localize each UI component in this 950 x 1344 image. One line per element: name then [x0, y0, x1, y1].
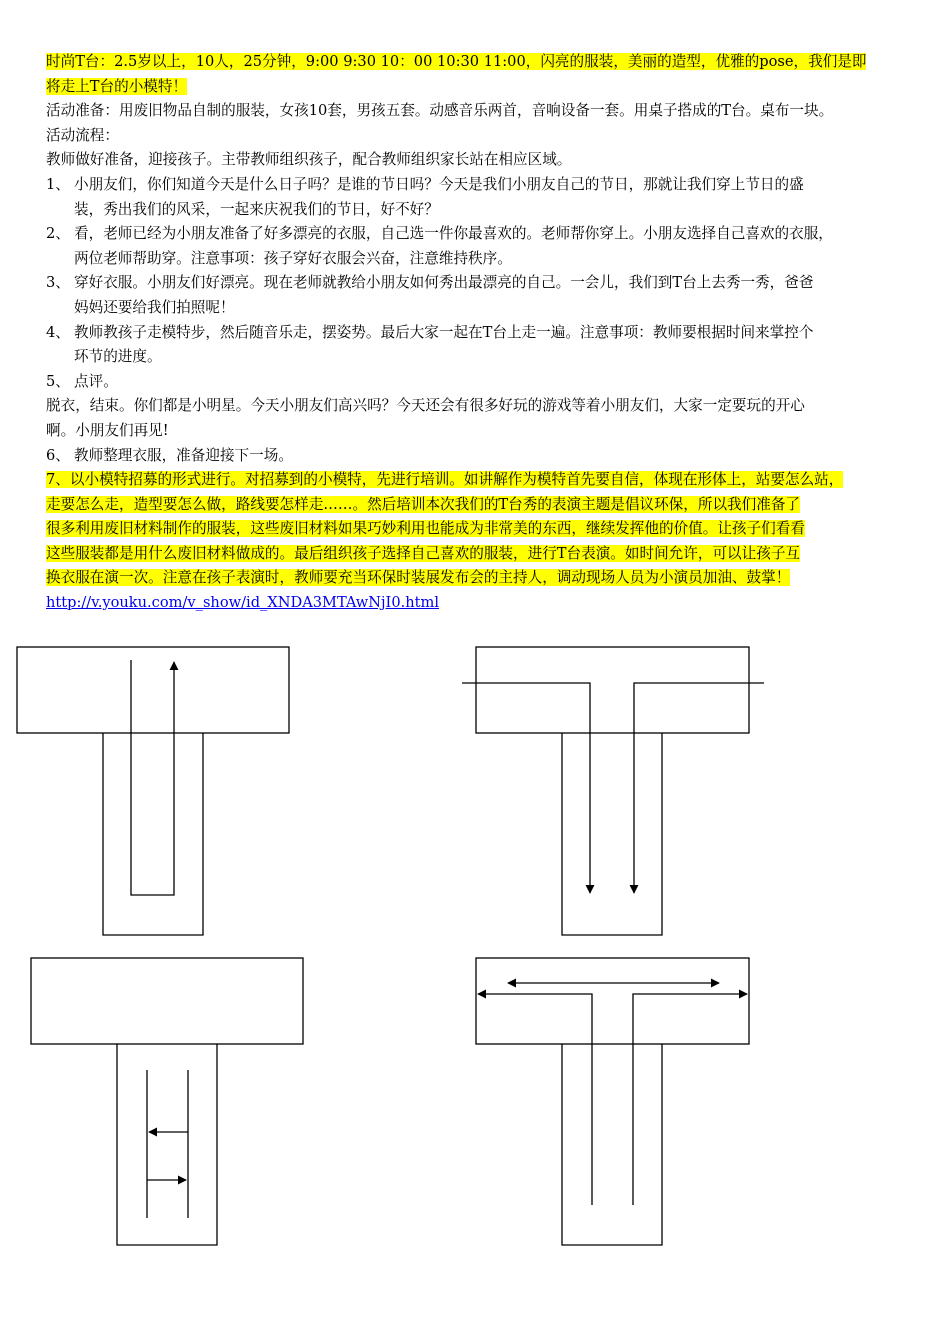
- process-title: 活动流程：: [46, 126, 119, 144]
- walk-route-arrow: [131, 660, 174, 895]
- step-7-line-5: 换衣服在演一次。注意在孩子表演时，教师要充当环保时装展发布会的主持人，调动现场人员为小演员加油、鼓掌！: [46, 569, 791, 587]
- closing-line-1: 脱衣，结束。你们都是小明星。今天小朋友们高兴吗？今天还会有很多好玩的游戏等着小朋友们，大家一定要玩的开心: [46, 397, 805, 415]
- opening-paragraph: 教师做好准备，迎接孩子。主带教师组织孩子，配合教师组织家长站在相应区域。: [46, 151, 572, 169]
- runway-diagram-2: [462, 647, 764, 935]
- runway-stem: [562, 733, 662, 935]
- step-7-line-3: 很多利用废旧材料制作的服装，这些废旧材料如果巧妙利用也能成为非常美的东西，继续发挥他的价值。让孩子们看看: [46, 520, 805, 538]
- runway-stage-rect: [31, 958, 303, 1044]
- step-text: 教师整理衣服，准备迎接下一场。: [74, 446, 293, 464]
- step-text: 点评。: [74, 372, 118, 390]
- step-number: 6、: [46, 446, 70, 464]
- walk-route-arrow-left: [478, 994, 592, 1205]
- runway-stem: [562, 1044, 662, 1245]
- step-number: 2、: [46, 225, 70, 243]
- step-number: 3、: [46, 274, 70, 292]
- runway-stage-rect: [476, 958, 749, 1044]
- step-7-line-1: 7、以小模特招募的形式进行。对招募到的小模特，先进行培训。如讲解作为模特首先要自信，体现在形体上，站要怎么站，: [46, 471, 844, 489]
- step-text: 小朋友们，你们知道今天是什么日子吗？是谁的节日吗？今天是我们小朋友自己的节日，那就让我们穿上节日的盛: [74, 175, 804, 193]
- step-text: 妈妈还要给我们拍照呢！: [74, 298, 235, 316]
- runway-stem: [117, 1044, 217, 1245]
- video-link[interactable]: http://v.youku.com/v_show/id_XNDA3MTAwNjI0.html: [46, 594, 440, 612]
- runway-stage-rect: [476, 647, 749, 733]
- step-text: 教师教孩子走模特步，然后随音乐走，摆姿势。最后大家一起在T台上走一遍。注意事项：教师要根据时间来掌控个: [74, 323, 814, 341]
- walk-route-arrow-right: [634, 683, 764, 893]
- step-text: 环节的进度。: [74, 348, 162, 366]
- prep-paragraph: 活动准备：用废旧物品自制的服装，女孩10套，男孩五套。动感音乐两首，音响设备一套。用桌子搭成的T台。桌布一块。: [46, 102, 834, 120]
- walk-route-arrow-right: [633, 994, 747, 1205]
- intro-line-2: 将走上T台的小模特！: [46, 77, 188, 95]
- step-text: 穿好衣服。小朋友们好漂亮。现在老师就教给小朋友如何秀出最漂亮的自己。一会儿，我们到T台上去秀一秀，爸爸: [74, 274, 814, 292]
- step-text: 两位老师帮助穿。注意事项：孩子穿好衣服会兴奋，注意维持秩序。: [74, 249, 512, 267]
- runway-stage-rect: [17, 647, 289, 733]
- runway-diagram-3: [31, 958, 303, 1245]
- step-7-line-4: 这些服装都是用什么废旧材料做成的。最后组织孩子选择自己喜欢的服装，进行T台表演。如时间允许，可以让孩子互: [46, 544, 801, 562]
- runway-diagram-1: [17, 647, 289, 935]
- step-7-line-2: 走要怎么走，造型要怎么做，路线要怎样走……。然后培训本次我们的T台秀的表演主题是倡议环保，所以我们准备了: [46, 495, 801, 513]
- intro-line-1: 时尚T台：2.5岁以上，10人，25分钟，9:00 9:30 10：00 10:30 11:00，闪亮的服装，美丽的造型，优雅的pose，我们是即: [46, 53, 867, 70]
- step-text: 装，秀出我们的风采，一起来庆祝我们的节日，好不好？: [74, 200, 439, 218]
- step-number: 4、: [46, 323, 70, 341]
- walk-route-arrow-left: [462, 683, 590, 893]
- runway-diagram-4: [476, 958, 749, 1245]
- step-text: 看，老师已经为小朋友准备了好多漂亮的衣服，自己选一件你最喜欢的。老师帮你穿上。小朋友选择自己喜欢的衣服，: [74, 225, 833, 243]
- runway-stem: [103, 733, 203, 935]
- step-number: 5、: [46, 372, 70, 390]
- closing-line-2: 啊。小朋友们再见!: [46, 421, 169, 439]
- step-number: 1、: [46, 175, 70, 193]
